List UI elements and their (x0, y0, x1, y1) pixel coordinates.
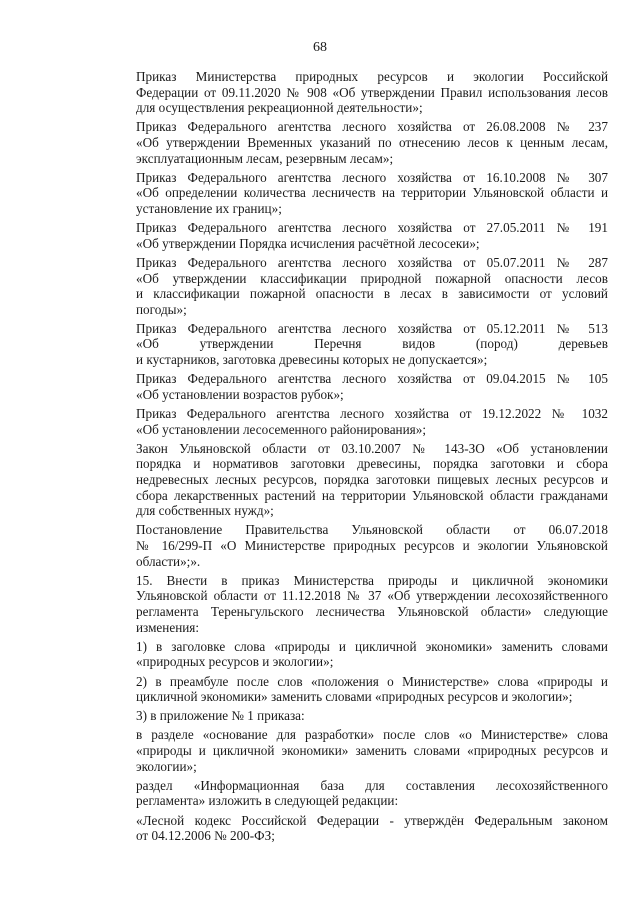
text-line: Приказ Федерального агентства лесного хозяйства от 05.07.2011 № 287 (136, 254, 608, 270)
text-line: «Об определении количества лесничеств на территории Ульяновской области и (136, 185, 608, 201)
text-line: порядка и нормативов заготовки древесины, порядка заготовки и сбора (136, 456, 608, 472)
text-line: «Об утверждении Перечня видов (пород) деревьев (136, 336, 608, 352)
paragraph (96, 119, 608, 166)
text-line: и классификации пожарной опасности в лесах в зависимости от условий (136, 286, 608, 302)
text-line: сбора лекарственных растений на территории Ульяновской области гражданами (136, 487, 608, 503)
text-line: «Об установлении возрастов рубок»; (136, 386, 344, 402)
paragraph (96, 778, 608, 809)
text-line: Закон Ульяновской области от 03.10.2007 № 143-ЗО «Об установлении (136, 440, 608, 456)
text-line: 1) в заголовке слова «природы и цикличной экономики» заменить словами (136, 638, 608, 654)
text-line: 15. Внести в приказ Министерства природы и цикличной экономики (136, 572, 608, 588)
text-line: «Об установлении лесосеменного районирования»; (136, 421, 426, 437)
text-line: «Об утверждении Временных указаний по отнесению лесов к ценным лесам, (136, 134, 608, 150)
text-line: недревесных лесных ресурсов, порядка заготовки пищевых лесных ресурсов и (136, 472, 608, 487)
paragraph (96, 813, 608, 844)
text-line: «природных ресурсов и экологии»; (136, 654, 334, 670)
text-line: «Об утверждении классификации природной пожарной опасности лесов (136, 270, 608, 286)
text-line: «Лесной кодекс Российской Федерации - утверждён Федеральным законом (136, 812, 608, 828)
text-line: 3) в приложение № 1 приказа: (136, 708, 305, 724)
text-line: изменения: (136, 619, 200, 635)
paragraph (96, 674, 608, 705)
text-line: Ульяновской области от 11.12.2018 № 37 «Об утверждении лесохозяйственного (136, 588, 608, 604)
text-line: «природы и цикличной экономики» заменить словами «природных ресурсов и (136, 743, 608, 759)
text-line: 2) в преамбуле после слов «положения о Министерстве» слова «природы и (136, 673, 608, 689)
text-line: для собственных нужд»; (136, 503, 274, 519)
text-line: Приказ Федерального агентства лесного хозяйства от 27.05.2011 № 191 (136, 220, 608, 236)
text-line: Приказ Федерального агентства лесного хозяйства от 05.12.2011 № 513 (136, 320, 608, 336)
text-line: № 16/299-П «О Министерстве природных ресурсов и экологии Ульяновской (136, 537, 608, 553)
paragraph (96, 69, 608, 116)
paragraph (96, 573, 608, 635)
paragraph (96, 727, 608, 774)
text-line: Приказ Федерального агентства лесного хозяйства от 19.12.2022 № 1032 (136, 406, 608, 422)
document-body (96, 69, 608, 847)
paragraph (96, 255, 608, 317)
text-line: Приказ Министерства природных ресурсов и экологии Российской (136, 69, 608, 84)
text-line: и кустарников, заготовка древесины которых не допускается»; (136, 352, 488, 368)
page-number: 68 (313, 40, 327, 55)
text-line: регламента Тереньгульского лесничества Ульяновской области» следующие (136, 603, 608, 619)
paragraph (96, 522, 608, 569)
text-line: Приказ Федерального агентства лесного хозяйства от 09.04.2015 № 105 (136, 371, 608, 387)
paragraph (96, 441, 608, 519)
text-line: цикличной экономики» заменить словами «природных ресурсов и экологии»; (136, 689, 573, 705)
text-line: Приказ Федерального агентства лесного хозяйства от 26.08.2008 № 237 (136, 119, 608, 135)
text-line: от 04.12.2006 № 200-ФЗ; (136, 828, 275, 844)
text-line: области»;». (136, 553, 201, 569)
text-line: раздел «Информационная база для составления лесохозяйственного (136, 777, 608, 793)
text-line: погоды»; (136, 301, 187, 317)
paragraph (96, 708, 608, 724)
text-line: регламента» изложить в следующей редакции: (136, 793, 399, 809)
text-line: в разделе «основание для разработки» после слов «о Министерстве» слова (136, 727, 608, 743)
text-line: Постановление Правительства Ульяновской области от 06.07.2018 (136, 522, 608, 538)
paragraph (96, 170, 608, 217)
text-line: для осуществления рекреационной деятельности»; (136, 100, 423, 116)
paragraph (96, 406, 608, 437)
text-line: «Об утверждении Порядка исчисления расчётной лесосеки»; (136, 235, 480, 251)
paragraph (96, 639, 608, 670)
text-line: Приказ Федерального агентства лесного хозяйства от 16.10.2008 № 307 (136, 169, 608, 185)
text-line: экологии»; (136, 758, 197, 774)
paragraph (96, 371, 608, 402)
text-line: эксплуатационным лесам, резервным лесам»; (136, 150, 394, 166)
paragraph (96, 321, 608, 368)
text-line: Федерации от 09.11.2020 № 908 «Об утверждении Правил использования лесов (136, 84, 608, 100)
paragraph (96, 220, 608, 251)
text-line: установление их границ»; (136, 200, 282, 216)
